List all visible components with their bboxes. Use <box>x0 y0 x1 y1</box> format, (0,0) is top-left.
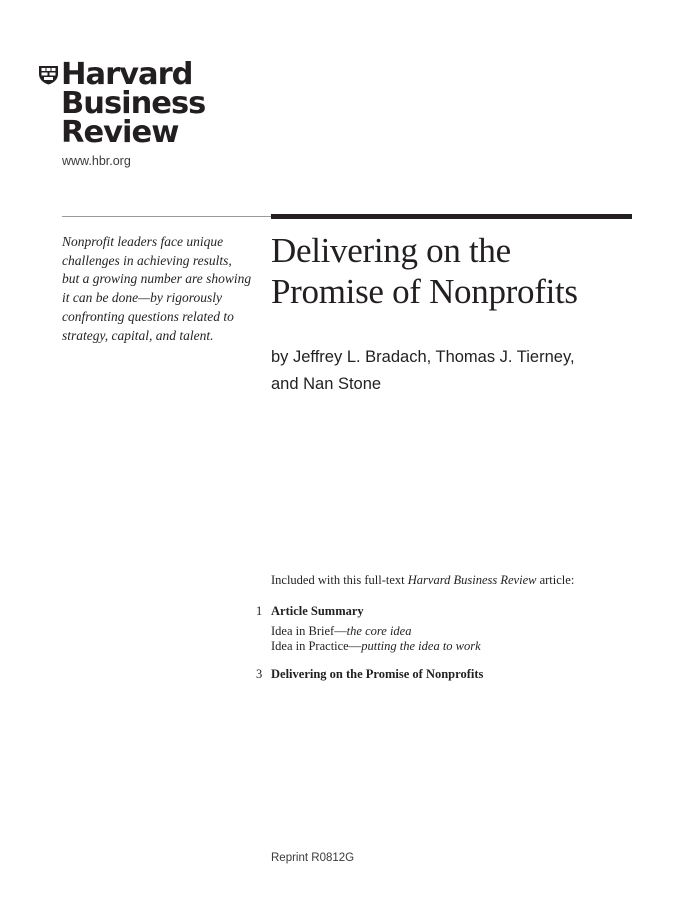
toc-subitem <box>271 639 656 654</box>
article-title <box>271 230 671 312</box>
title-divider <box>271 214 632 219</box>
toc-subitems <box>271 624 656 654</box>
harvard-shield-icon <box>38 65 59 85</box>
included-note <box>271 573 574 588</box>
included-prefix: Included with this full-text <box>271 573 408 587</box>
author-byline <box>271 344 651 398</box>
toc-subitem-label: Idea in Practice— <box>271 639 362 653</box>
logo-line-harvard: Harvard <box>61 57 193 92</box>
toc-entry-article-summary[interactable] <box>256 604 656 654</box>
toc-subitem-label: Idea in Brief— <box>271 624 347 638</box>
included-publication: Harvard Business Review <box>407 573 537 587</box>
toc-title: Delivering on the Promise of Nonprofits <box>271 667 484 681</box>
title-line-1: Delivering on the <box>271 231 511 270</box>
toc-title: Article Summary <box>271 604 364 618</box>
toc-subitem-detail: the core idea <box>346 624 412 638</box>
byline-line-1: by Jeffrey L. Bradach, Thomas J. Tierney, <box>271 348 575 366</box>
article-deck: Nonprofit leaders face unique challenges in achieving results, but a growing number are showing it can be done—by rigorously confronting questions related to strategy, capital, and talent. <box>62 234 252 343</box>
logo-line-review: Review <box>61 115 179 150</box>
included-suffix: article: <box>536 573 575 587</box>
toc-subitem <box>271 624 656 639</box>
byline-line-2: and Nan Stone <box>271 375 382 393</box>
toc-page-number: 3 <box>256 667 263 681</box>
toc-entry-main-article[interactable] <box>256 667 656 682</box>
toc-page-number: 1 <box>256 604 263 618</box>
website-url: www.hbr.org <box>62 154 131 168</box>
logo-line-business: Business <box>61 86 206 121</box>
toc-subitem-detail: putting the idea to work <box>361 639 481 653</box>
table-of-contents <box>256 604 656 682</box>
title-line-2: Promise of Nonprofits <box>271 272 578 311</box>
reprint-number: Reprint R0812G <box>271 852 355 864</box>
sidebar-divider <box>62 216 272 217</box>
